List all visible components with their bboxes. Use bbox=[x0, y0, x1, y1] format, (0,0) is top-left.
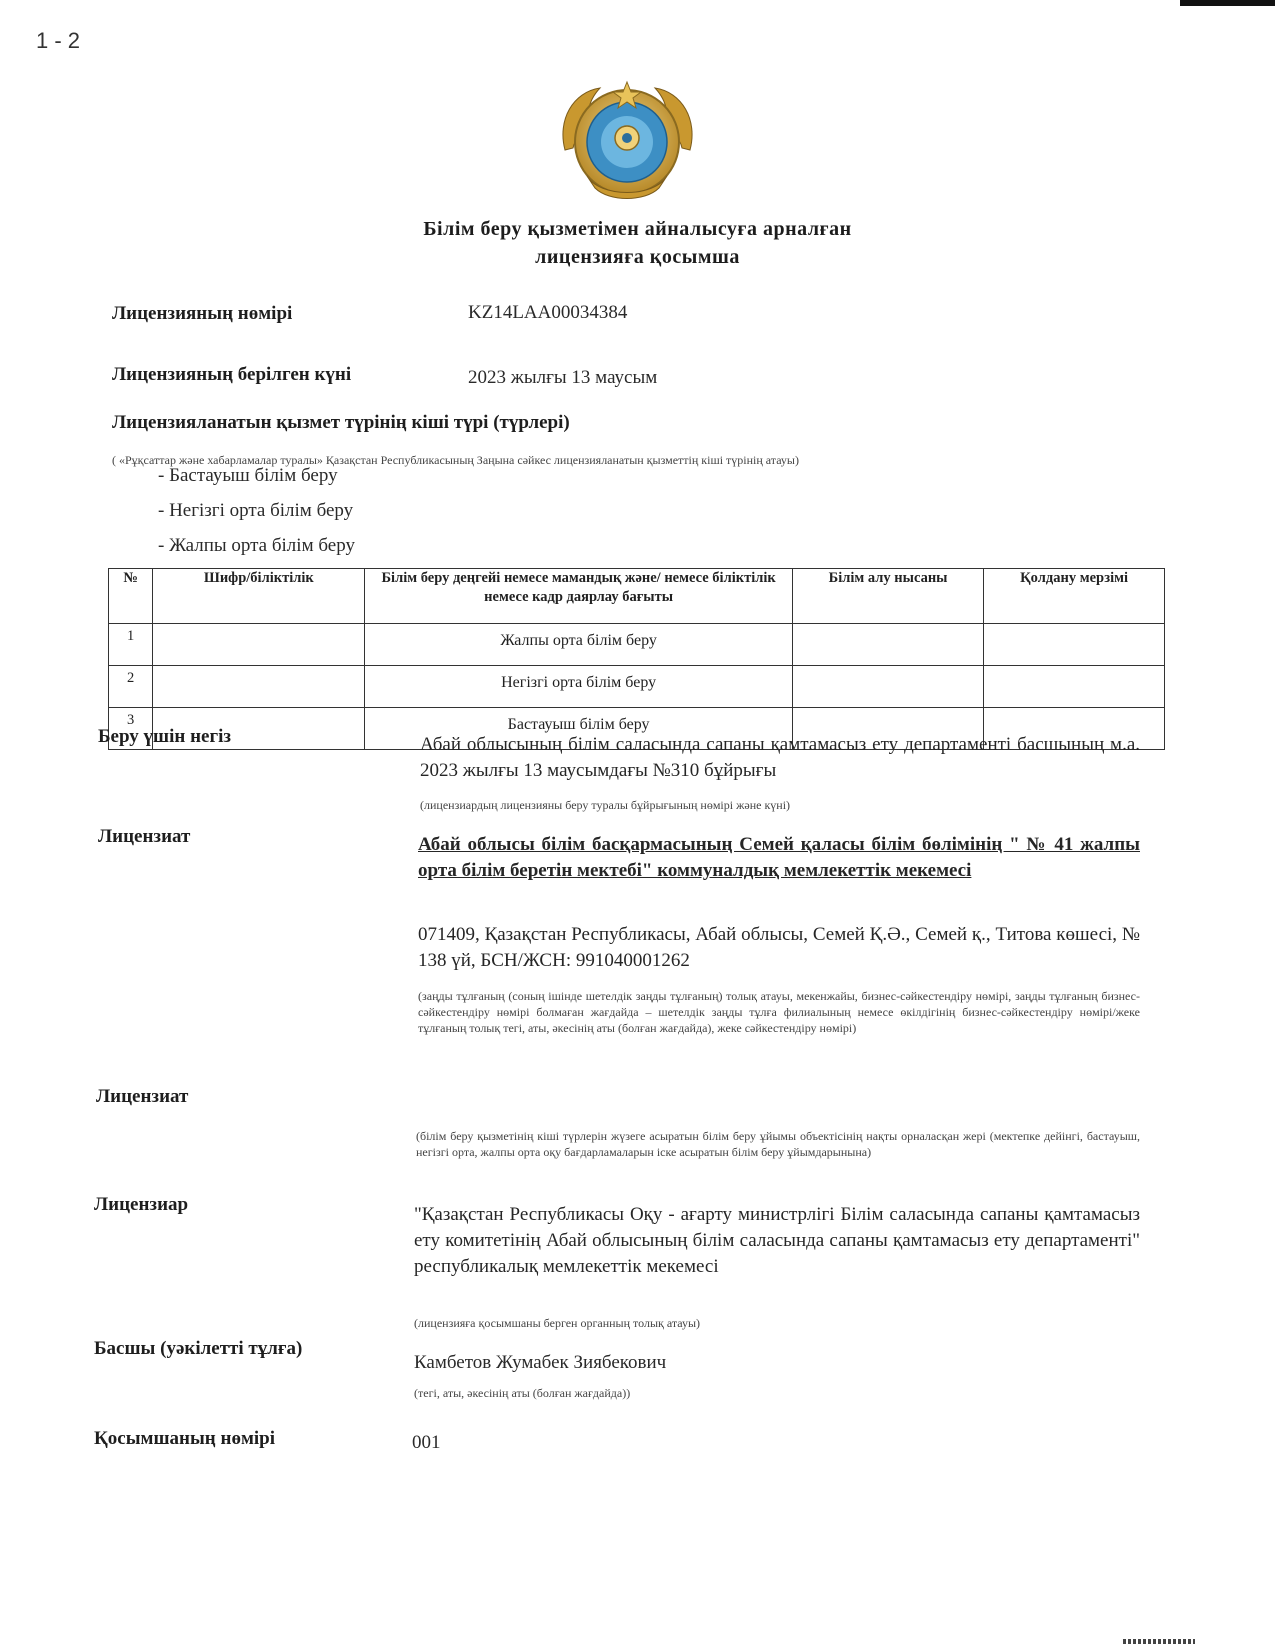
document-title-line2: лицензияға қосымша bbox=[535, 246, 740, 268]
subtype-item: - Негізгі орта білім беру bbox=[158, 500, 354, 521]
level-cell: Бастауыш білім беру bbox=[365, 708, 793, 750]
state-emblem-icon bbox=[555, 80, 700, 205]
term-cell bbox=[984, 624, 1165, 666]
basis-note: (лицензиардың лицензияны беру туралы бұйрығының нөмірі және күні) bbox=[420, 798, 791, 812]
table-header: Білім беру деңгейі немесе мамандық және/ немесе біліктілік немесе кадр даярлау бағыты bbox=[365, 569, 793, 624]
licensor-note: (лицензияға қосымшаны берген органның толық атауы) bbox=[414, 1316, 701, 1330]
license-number-label: Лицензияның нөмірі bbox=[112, 303, 293, 324]
basis-value: Абай облысының білім саласында сапаны қамтамасыз ету департаменті басшының м.а. 2023 жылғы 13 маусымдағы №310 бұйрығы bbox=[420, 734, 1140, 781]
table-header: Қолдану мерзімі bbox=[984, 569, 1165, 624]
table-row bbox=[109, 624, 1165, 666]
licensee-note: (заңды тұлғаның (соның ішінде шетелдік заңды тұлғаның) толық атауы, мекенжайы, бизнес-сәйкестендіру нөмірі, заңды тұлғаның бизнес-сәйкестендіру нөмірі болмаған жағдайда – шетелдік заңды тұлға филиалының немесе өкілдігінің бизнес-сәйкестендіру нөмірі/жеке тұлғаның толық тегі, аты, әкесінің аты (болған жағдайда), жеке сәйкестендіру нөмірі) bbox=[418, 989, 1140, 1035]
table-header: Білім алу нысаны bbox=[792, 569, 983, 624]
licensee-address: 071409, Қазақстан Республикасы, Абай облысы, Семей Қ.Ә., Семей қ., Титова көшесі, № 138 үй, БСН/ЖСН: 991040001262 bbox=[418, 924, 1140, 971]
term-cell bbox=[984, 666, 1165, 708]
level-cell: Негізгі орта білім беру bbox=[365, 666, 793, 708]
subtypes-note: ( «Рұқсаттар және хабарламалар туралы» Қазақстан Республикасының Заңына сәйкес лицензияланатын қызметтің кіші түрінің атауы) bbox=[112, 453, 799, 467]
head-value: Камбетов Жумабек Зиябекович bbox=[414, 1352, 667, 1373]
basis-label: Беру үшін негіз bbox=[98, 726, 231, 747]
table-row bbox=[109, 666, 1165, 708]
appendix-number-value: 001 bbox=[412, 1432, 441, 1453]
table-header: № bbox=[109, 569, 153, 624]
license-date-label: Лицензияның берілген күні bbox=[112, 364, 352, 385]
licensee2-label: Лицензиат bbox=[96, 1086, 189, 1107]
licensor-value: "Қазақстан Республикасы Оқу - ағарту министрлігі Білім саласында сапаны қамтамасыз ету комитетінің Абай облысының білім саласында сапаны қамтамасыз ету департаменті" республикалық мемлекеттік мекемесі bbox=[414, 1204, 1140, 1277]
head-note: (тегі, аты, әкесінің аты (болған жағдайда)) bbox=[414, 1386, 631, 1400]
appendix-number-label: Қосымшаның нөмірі bbox=[94, 1428, 276, 1449]
education-levels-table bbox=[108, 568, 1165, 750]
row-number: 1 bbox=[109, 624, 153, 666]
level-cell: Жалпы орта білім беру bbox=[365, 624, 793, 666]
subtypes-heading: Лицензияланатын қызмет түрінің кіші түрі (түрлері) bbox=[112, 412, 570, 433]
licensor-label: Лицензиар bbox=[94, 1194, 189, 1215]
row-number: 2 bbox=[109, 666, 153, 708]
form-cell bbox=[792, 666, 983, 708]
row-number: 3 bbox=[109, 708, 153, 750]
subtype-item: - Жалпы орта білім беру bbox=[158, 535, 355, 556]
license-date-value: 2023 жылғы 13 маусым bbox=[468, 367, 658, 388]
cipher-cell bbox=[153, 666, 365, 708]
cipher-cell bbox=[153, 624, 365, 666]
table-header: Шифр/біліктілік bbox=[153, 569, 365, 624]
document-title-line1: Білім беру қызметімен айналысуға арналған bbox=[423, 218, 852, 240]
licensee-name: Абай облысы білім басқармасының Семей қаласы білім бөлімінің " № 41 жалпы орта білім беретін мектебі" коммуналдық мемлекеттік мекемесі bbox=[418, 834, 1140, 881]
barcode-fragment bbox=[1123, 1639, 1195, 1644]
page-number: 1 - 2 bbox=[36, 28, 81, 53]
head-label: Басшы (уәкілетті тұлға) bbox=[94, 1338, 303, 1359]
licensee2-note: (білім беру қызметінің кіші түрлерін жүзеге асыратын білім беру ұйымы объектісінің нақты орналасқан жері (мектепке дейінгі, бастауыш, негізгі орта, жалпы орта оқу бағдарламаларын іске асыратын білім беру ұйымдарынына) bbox=[416, 1129, 1140, 1159]
corner-mark bbox=[1180, 0, 1275, 6]
form-cell bbox=[792, 624, 983, 666]
license-number-value: KZ14LAA00034384 bbox=[468, 302, 628, 323]
licensee-label: Лицензиат bbox=[98, 826, 191, 847]
subtype-item: - Бастауыш білім беру bbox=[158, 465, 338, 486]
